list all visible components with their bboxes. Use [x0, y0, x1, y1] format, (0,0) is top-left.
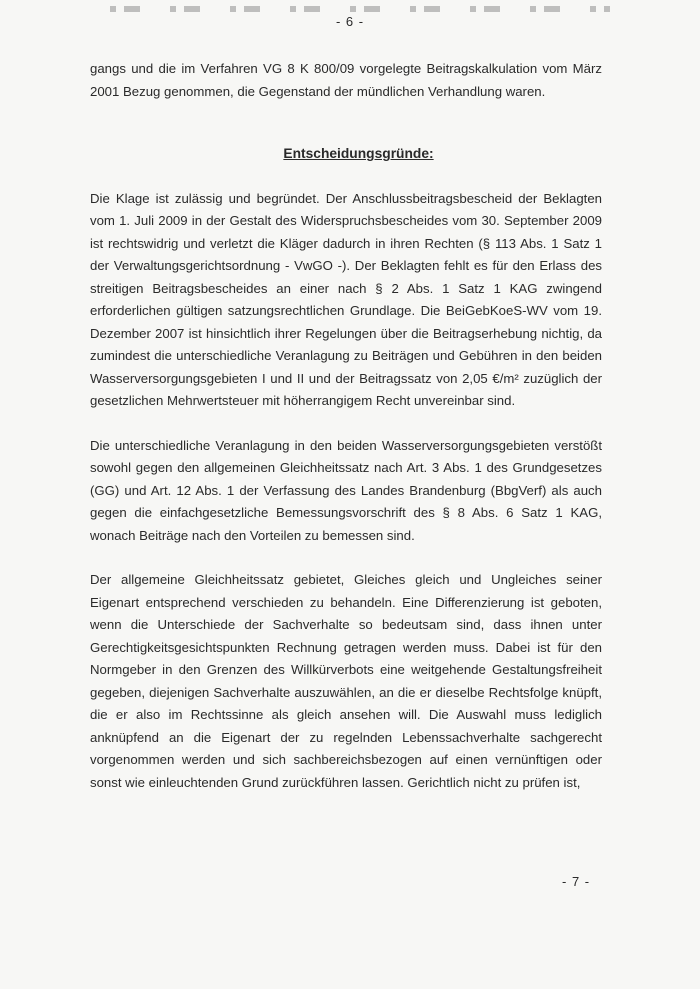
fax-transmission-header — [110, 6, 610, 12]
paragraph-3: Der allgemeine Gleichheitssatz gebietet, Gleiches gleich und Ungleiches seiner Eigenart entsprechend verschieden zu behandeln. Eine Differenzierung ist geboten, wenn die Unterschiede der Sachverhalte so bedeutsam sind, dass ihnen unter Gerechtigkeitsgesichtspunkten Rechnung getragen werden muss. Dabei ist für den Normgeber in den Grenzen des Willkürverbots eine weitgehende Gestaltungsfreiheit gegeben, diejenigen Sachverhalte auszuwählen, an die er dieselbe Rechtsfolge knüpft, die er also im Rechtssinne als gleich ansehen will. Die Auswahl muss lediglich anknüpfend an die Eigenart der zu regelnden Lebenssachverhalte sachgerecht vorgenommen werden und sich sachbereichsbezogen auf einen vernünftigen oder sonst wie einleuchtenden Grund zurückführen lassen. Gerichtlich nicht zu prüfen ist, — [90, 572, 602, 790]
paragraph-1: Die Klage ist zulässig und begründet. Der Anschlussbeitragsbescheid der Beklagten vom 1. Juli 2009 in der Gestalt des Widerspruchsbescheides vom 30. September 2009 ist rechtswidrig und verletzt die Kläger dadurch in ihren Rechten (§ 113 Abs. 1 Satz 1 der Verwaltungsgerichtsordnung - VwGO -). Der Beklagten fehlt es für den Erlass des streitigen Beitragsbescheides an einer nach § 2 Abs. 1 Satz 1 KAG zwingend erforderlichen gültigen satzungsrechtlichen Grundlage. Die BeiGebKoeS-WV vom 19. Dezember 2007 ist hinsichtlich ihrer Regelungen über die Beitragserhebung nichtig, da zumindest die unterschiedliche Veranlagung zu Beiträgen und Gebühren in den beiden Wasserversorgungsgebieten I und II und der Beitragssatz von 2,05 €/m² zuzüglich der gesetzlichen Mehrwertsteuer mit höherrangigem Recht unvereinbar sind. — [90, 190, 602, 408]
page-number-bottom: - 7 - — [562, 874, 591, 889]
intro-paragraph: gangs und die im Verfahren VG 8 K 800/09 vorgelegte Beitragskalkulation vom März 2001 Bezug genommen, die Gegenstand der mündlichen Verhandlung waren. — [90, 61, 602, 99]
page-number-top: - 6 - — [335, 14, 365, 29]
document-body — [90, 58, 602, 816]
section-heading: Entscheidungsgründe: — [283, 146, 434, 161]
paragraph-2: Die unterschiedliche Veranlagung in den beiden Wasserversorgungsgebieten verstößt sowohl gegen den allgemeinen Gleichheitssatz nach Art. 3 Abs. 1 des Grundgesetzes (GG) und Art. 12 Abs. 1 der Verfassung des Landes Brandenburg (BbgVerf) als auch gegen die einfachgesetzliche Bemessungsvorschrift des § 8 Abs. 6 Satz 1 KAG, wonach Beiträge nach den Vorteilen zu bemessen sind. — [90, 437, 602, 543]
